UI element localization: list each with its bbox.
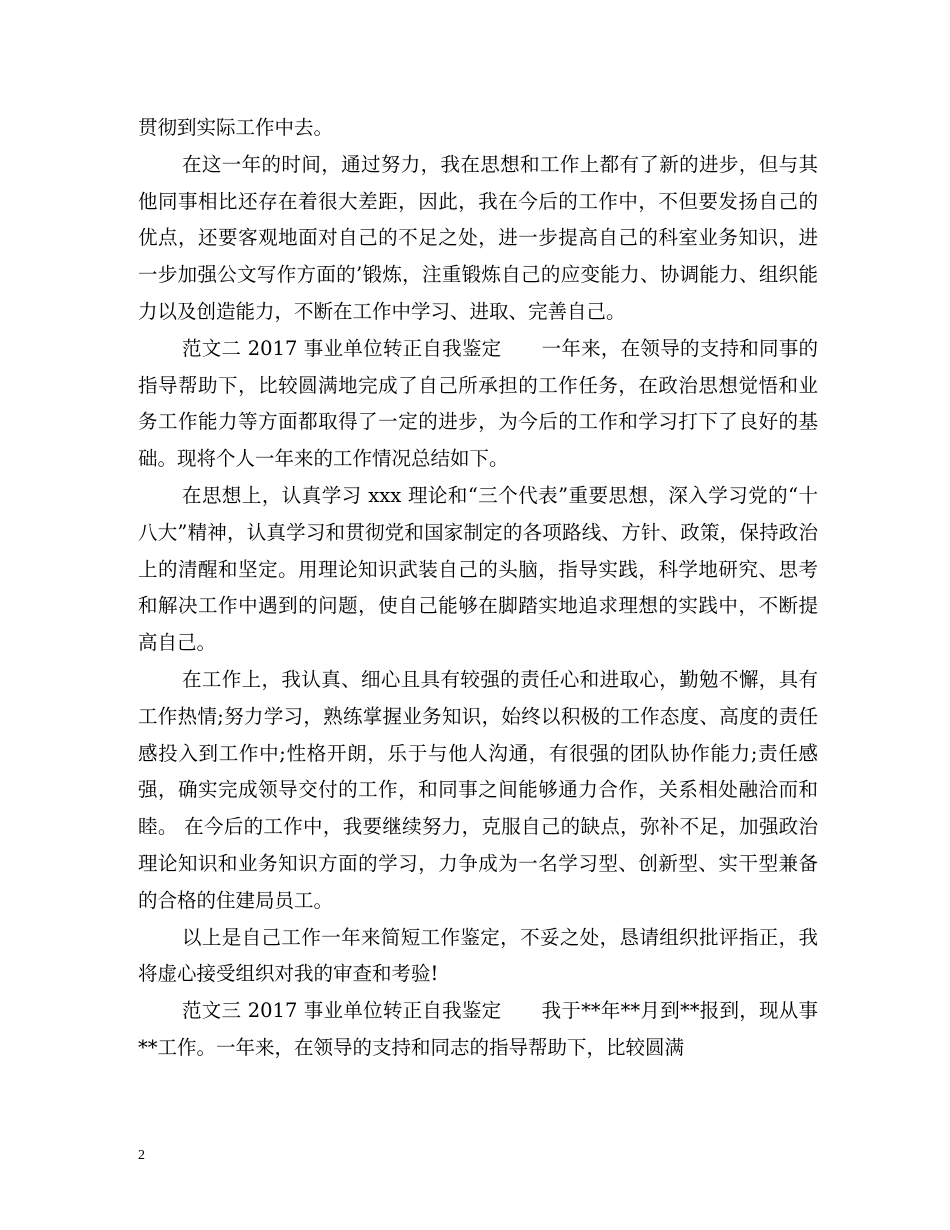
paragraph: 贯彻到实际工作中去。 — [138, 116, 334, 139]
paragraph — [138, 331, 818, 478]
paragraph: 在思想上，认真学习 xxx 理论和“三个代表”重要思想，深入学习党的“十八大”精神，认真学习和贯彻党和国家制定的各项路线、方针、政策，保持政治上的清醒和坚定。用理论知识武装自己的头脑，指导实践，科学地研究、思考和解决工作中遇到的问题，使自己能够在脚踏实地追求理想的实践中，不断提高自己。 — [138, 483, 818, 655]
paragraph: 以上是自己工作一年来简短工作鉴定，不妥之处，恳请组织批评指正，我将虚心接受组织对我的审查和考验! — [138, 925, 818, 986]
section-heading: 范文二 2017 事业单位转正自我鉴定 — [182, 336, 502, 360]
document-body — [138, 110, 818, 1067]
paragraph: 在这一年的时间，通过努力，我在思想和工作上都有了新的进步，但与其他同事相比还存在着很大差距，因此，我在今后的工作中，不但要发扬自己的优点，还要客观地面对自己的不足之处，进一步提高自己的科室业务知识，进一步加强公文写作方面的’锻炼，注重锻炼自己的应变能力、协调能力、组织能力以及创造能力，不断在工作中学习、进取、完善自己。 — [138, 152, 818, 323]
section-heading: 范文三 2017 事业单位转正自我鉴定 — [182, 999, 502, 1023]
paragraph-text: 一年来，在领导的支持和同事的指导帮助下，比较圆满地完成了自己所承担的工作任务，在政治思想觉悟和业务工作能力等方面都取得了一定的进步，为今后的工作和学习打下了良好的基础。现将个人一年来的工作情况总结如下。 — [138, 336, 818, 471]
paragraph-text: 我于**年**月到**报到，现从事**工作。一年来，在领导的支持和同志的指导帮助下，比较圆满 — [138, 999, 818, 1059]
paragraph — [138, 993, 818, 1067]
paragraph: 在工作上，我认真、细心且具有较强的责任心和进取心，勤勉不懈，具有工作热情;努力学习，熟练掌握业务知识，始终以积极的工作态度、高度的责任感投入到工作中;性格开朗，乐于与他人沟通，有很强的团队协作能力;责任感强，确实完成领导交付的工作，和同事之间能够通力合作，关系相处融洽而和睦。 在今后的工作中，我要继续努力，克服自己的缺点，弥补不足，加强政治理论知识和业务知识方面的学习，力争成为一名学习型、创新型、实干型兼备的合格的住建局员工。 — [138, 667, 818, 912]
page-number: 2 — [138, 1148, 145, 1163]
